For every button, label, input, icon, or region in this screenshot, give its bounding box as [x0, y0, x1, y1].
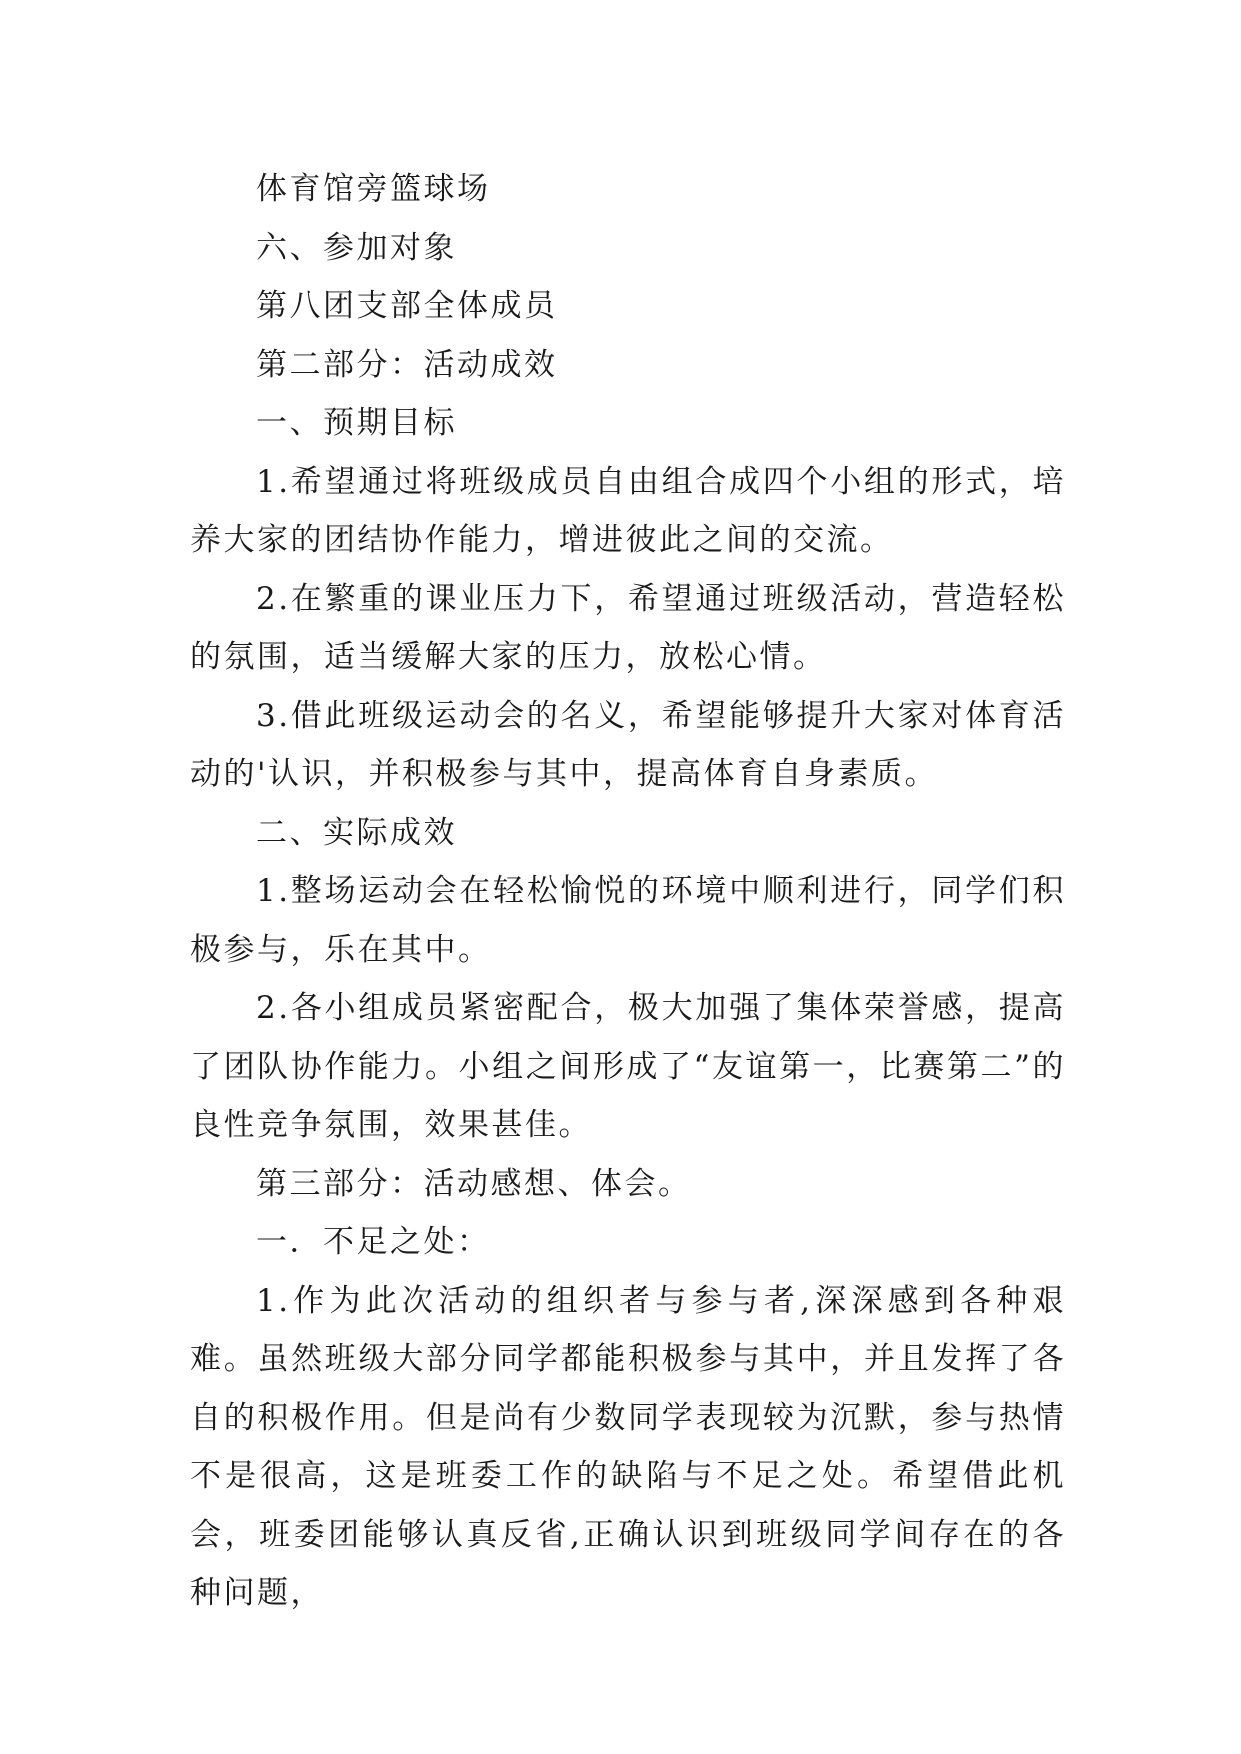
heading-actual-results: 二、实际成效 [256, 814, 457, 851]
paragraph-shortcoming-1: 1.作为此次活动的组织者与参与者,深深感到各种艰难。虽然班级大部分同学都能积极参与其中，并且发挥了各自的积极作用。但是尚有少数同学表现较为沉默，参与热情不是很高，这是班委工作的缺陷与不足之处。希望借此机会，班委团能够认真反省,正确认识到班级同学间存在的各种问题， [190, 1282, 1066, 1611]
document-body [190, 160, 1066, 1623]
paragraph-result-2: 2.各小组成员紧密配合，极大加强了集体荣誉感，提高了团队协作能力。小组之间形成了“友谊第一，比赛第二”的良性竞争氛围，效果甚佳。 [190, 990, 1066, 1143]
paragraph-goal-1: 1.希望通过将班级成员自由组合成四个小组的形式，培养大家的团结协作能力，增进彼此之间的交流。 [190, 463, 1066, 558]
paragraph-result-1: 1.整场运动会在轻松愉悦的环境中顺利进行，同学们积极参与，乐在其中。 [190, 873, 1066, 968]
paragraph-venue: 体育馆旁篮球场 [256, 171, 491, 207]
heading-participants: 六、参加对象 [256, 229, 457, 266]
heading-part-two: 第二部分：活动成效 [256, 346, 558, 383]
paragraph-goal-2: 2.在繁重的课业压力下，希望通过班级活动，营造轻松的氛围，适当缓解大家的压力，放松心情。 [190, 580, 1066, 675]
heading-expected-goals: 一、预期目标 [256, 405, 457, 441]
paragraph-goal-3: 3.借此班级运动会的名义，希望能够提升大家对体育活动的'认识，并积极参与其中，提高体育自身素质。 [190, 697, 1066, 792]
heading-shortcomings: 一．不足之处： [256, 1224, 491, 1260]
paragraph-participants: 第八团支部全体成员 [256, 288, 558, 324]
heading-part-three: 第三部分：活动感想、体会。 [256, 1165, 692, 1202]
